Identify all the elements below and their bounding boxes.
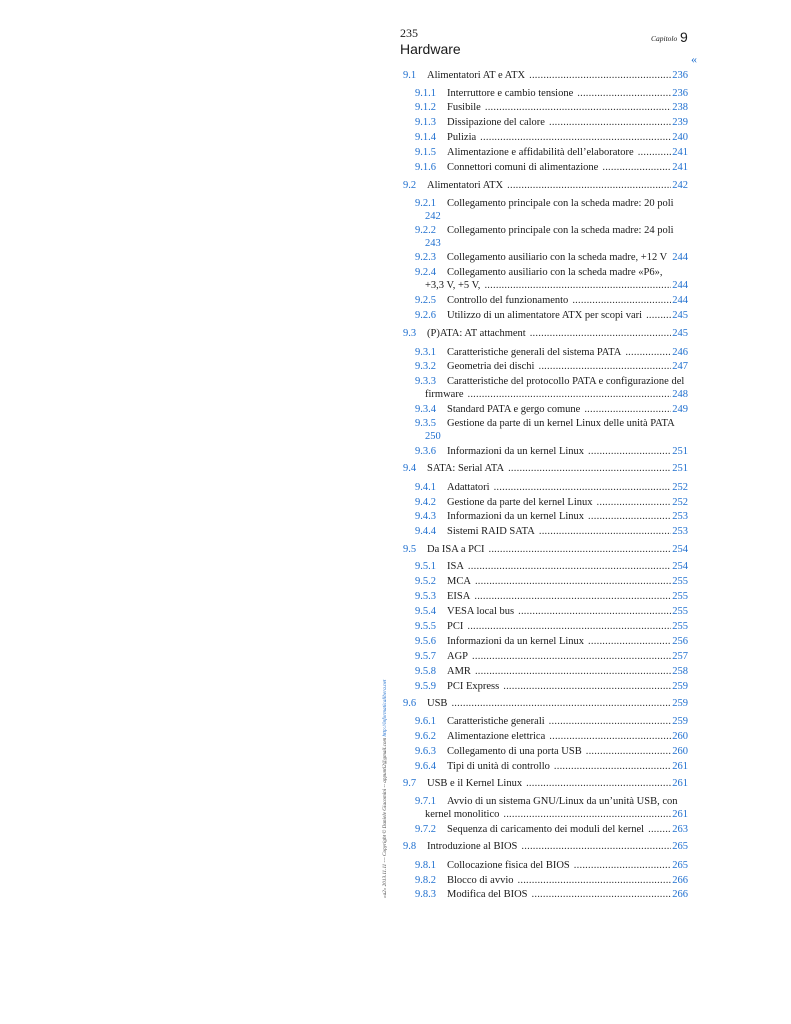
toc-leader-dots <box>518 605 671 618</box>
toc-entry-page[interactable]: 255 <box>672 591 688 602</box>
toc-entry-title: AGP <box>447 651 469 662</box>
toc-entry-title: Connettori comuni di alimentazione <box>447 162 599 173</box>
toc-entry-title: Fusibile <box>447 102 481 113</box>
toc-entry-number[interactable]: 9.1.1 <box>415 88 436 99</box>
toc-leader-dots <box>588 635 671 648</box>
toc-entry-page[interactable]: 245 <box>672 328 688 339</box>
toc-entry-number[interactable]: 9.3.3 <box>415 376 436 387</box>
toc-entry-title: EISA <box>447 591 471 602</box>
toc-subsection[interactable] <box>415 745 688 758</box>
toc-subsection[interactable] <box>415 650 688 663</box>
toc-entry[interactable] <box>415 417 688 443</box>
toc-entry-title: PCI Express <box>447 681 500 692</box>
toc-section[interactable] <box>403 462 688 475</box>
toc-leader-dots <box>586 745 672 758</box>
toc-entry-title: Sistemi RAID SATA <box>447 526 535 537</box>
toc-section[interactable] <box>403 327 688 340</box>
toc-entry-page[interactable]: 253 <box>672 526 688 537</box>
toc-entry-title: ISA <box>447 561 464 572</box>
toc-subsection[interactable] <box>415 730 688 743</box>
toc-entry[interactable] <box>415 266 688 292</box>
toc-subsection[interactable] <box>415 309 688 322</box>
toc-leader-dots <box>588 510 671 523</box>
toc-entry-page[interactable]: 257 <box>672 651 688 662</box>
toc-leader-dots <box>549 715 672 728</box>
toc-entry-title: MCA <box>447 576 471 587</box>
toc-entry-page[interactable]: 263 <box>672 824 688 835</box>
toc-entry-number[interactable]: 9.6.1 <box>415 716 436 727</box>
toc-entry-page[interactable]: 245 <box>672 310 688 321</box>
toc-entry-page[interactable]: 248 <box>672 389 688 400</box>
toc-leader-dots <box>602 161 671 174</box>
toc-entry-number[interactable]: 9.3.5 <box>415 418 436 429</box>
toc-leader-dots <box>451 697 671 710</box>
toc-entry-title: Adattatori <box>447 482 490 493</box>
toc-subsection[interactable] <box>415 715 688 728</box>
toc-entry-title: Dissipazione del calore <box>447 117 545 128</box>
toc-entry-page[interactable]: 260 <box>672 746 688 757</box>
toc-entry-title: Collocazione fisica del BIOS <box>447 860 570 871</box>
toc-section[interactable] <box>403 69 688 82</box>
toc-entry-title: Collegamento ausiliario con la scheda madre «P6», <box>447 267 663 278</box>
toc-entry-number[interactable]: 9.4.1 <box>415 482 436 493</box>
toc-entry-number[interactable]: 9.3 <box>403 328 417 339</box>
toc-leader-dots <box>503 680 671 693</box>
copyright-side-note <box>382 652 388 898</box>
toc-entry-number[interactable]: 9.5.9 <box>415 681 436 692</box>
toc-entry-title: Caratteristiche del protocollo PATA e configurazione del <box>447 376 685 387</box>
toc-entry-title: Standard PATA e gergo comune <box>447 404 581 415</box>
toc-entry-title: VESA local bus <box>447 606 515 617</box>
toc-subsection[interactable] <box>415 665 688 678</box>
toc-leader-dots <box>474 590 671 603</box>
toc-entry-title: USB <box>427 698 448 709</box>
toc-entry-number[interactable]: 9.6.4 <box>415 761 436 772</box>
toc-subsection[interactable] <box>415 510 688 523</box>
toc-entry-number[interactable]: 9.6.3 <box>415 746 436 757</box>
toc-leader-dots <box>638 146 672 159</box>
toc-entry-title: Gestione da parte del kernel Linux <box>447 497 593 508</box>
toc-section[interactable] <box>403 777 688 790</box>
toc-subsection[interactable] <box>415 859 688 872</box>
toc-subsection[interactable] <box>415 575 688 588</box>
toc-entry-title: Utilizzo di un alimentatore ATX per scopi vari <box>447 310 643 321</box>
toc-entry-title: Alimentazione elettrica <box>447 731 546 742</box>
toc-entry-number[interactable]: 9.8.1 <box>415 860 436 871</box>
toc-subsection[interactable] <box>415 605 688 618</box>
toc-leader-dots <box>549 730 671 743</box>
toc-leader-dots <box>475 665 671 678</box>
toc-entry[interactable] <box>415 197 688 223</box>
toc-entry-title: USB e il Kernel Linux <box>427 778 523 789</box>
toc-entry-page[interactable]: 238 <box>672 102 688 113</box>
toc-leader-dots <box>529 69 671 82</box>
toc-entry-title: Blocco di avvio <box>447 875 514 886</box>
chapter-title: Hardware <box>400 41 461 57</box>
toc-entry-page[interactable]: 255 <box>672 606 688 617</box>
toc-subsection[interactable] <box>415 481 688 494</box>
toc-subsection[interactable] <box>415 403 688 416</box>
toc-entry-page[interactable]: 236 <box>672 88 688 99</box>
toc-entry-title: PCI <box>447 621 464 632</box>
toc-leader-dots <box>577 87 671 100</box>
toc-entry-number[interactable]: 9.1.6 <box>415 162 436 173</box>
toc-entry-page[interactable]: 239 <box>672 117 688 128</box>
toc-subsection[interactable] <box>415 161 688 174</box>
back-link[interactable]: « <box>691 52 697 66</box>
toc-entry-number[interactable]: 9.4.3 <box>415 511 436 522</box>
toc-subsection[interactable] <box>415 680 688 693</box>
toc-entry-number[interactable]: 9.6.2 <box>415 731 436 742</box>
toc-subsection[interactable] <box>415 116 688 129</box>
toc-entry-title: Gestione da parte di un kernel Linux delle unità PATA <box>447 418 675 429</box>
toc-leader-dots <box>588 445 671 458</box>
toc-entry-number[interactable]: 9.1 <box>403 70 417 81</box>
toc-section[interactable] <box>403 697 688 710</box>
toc-entry-number[interactable]: 9.4 <box>403 463 417 474</box>
toc-subsection[interactable] <box>415 445 688 458</box>
toc-subsection[interactable] <box>415 888 688 901</box>
toc-entry-title: Collegamento principale con la scheda madre: 20 poli <box>447 198 674 209</box>
copyright-text: «a2» 2013.11.11 --- Copyright © Daniele Giacomini -- appunti2@gmail.com <box>382 736 388 898</box>
toc-entry-title: Da ISA a PCI <box>427 544 485 555</box>
toc-entry-number[interactable]: 9.5.7 <box>415 651 436 662</box>
toc-entry-page[interactable]: 242 <box>672 180 688 191</box>
toc-entry-page[interactable]: 244 <box>672 280 688 291</box>
toc-entry-page[interactable]: 256 <box>672 636 688 647</box>
toc-subsection[interactable] <box>415 635 688 648</box>
toc-entry-page[interactable]: 265 <box>672 860 688 871</box>
toc-subsection[interactable] <box>415 346 688 359</box>
toc-entry-number[interactable]: 9.8.3 <box>415 889 436 900</box>
toc-leader-dots <box>488 543 671 556</box>
toc-entry-number[interactable]: 9.3.4 <box>415 404 436 415</box>
toc-leader-dots <box>539 525 671 538</box>
toc-entry-page[interactable]: 244 <box>672 252 688 263</box>
toc-leader-dots <box>494 481 672 494</box>
toc-entry-page[interactable]: 261 <box>672 761 688 772</box>
toc-entry-title-continued: +3,3 V, +5 V, <box>425 280 481 291</box>
toc-entry[interactable] <box>415 795 688 821</box>
toc-entry-page[interactable]: 247 <box>672 361 688 372</box>
toc-subsection[interactable] <box>415 620 688 633</box>
toc-leader-dots <box>538 360 671 373</box>
toc-leader-dots <box>648 823 671 836</box>
toc-subsection[interactable] <box>415 251 688 264</box>
toc-entry-title: Modifica del BIOS <box>447 889 528 900</box>
toc-entry-title-continued: firmware <box>425 389 464 400</box>
toc-leader-dots <box>526 777 671 790</box>
toc-entry-page[interactable]: 265 <box>672 841 688 852</box>
toc-entry-title: Informazioni da un kernel Linux <box>447 636 585 647</box>
toc-entry-page[interactable]: 258 <box>672 666 688 677</box>
toc-entry-number[interactable]: 9.5.8 <box>415 666 436 677</box>
toc-entry-page[interactable]: 252 <box>672 497 688 508</box>
website-link[interactable]: http://informaticalibera.net <box>382 679 388 737</box>
toc-entry-number[interactable]: 9.2.2 <box>415 225 436 236</box>
toc-subsection[interactable] <box>415 146 688 159</box>
toc-entry-number[interactable]: 9.5.4 <box>415 606 436 617</box>
toc-entry-page[interactable]: 249 <box>672 404 688 415</box>
toc-entry-number[interactable]: 9.5.2 <box>415 576 436 587</box>
toc-entry-title: Informazioni da un kernel Linux <box>447 511 585 522</box>
toc-entry-title: Sequenza di caricamento dei moduli del kernel <box>447 824 645 835</box>
toc-leader-dots <box>597 496 672 509</box>
toc-entry-number[interactable]: 9.3.2 <box>415 361 436 372</box>
chapter-label: Capitolo <box>651 34 678 43</box>
toc-entry-title-continued: kernel monolitico <box>425 809 500 820</box>
toc-entry[interactable] <box>415 224 688 250</box>
toc-leader-dots <box>507 179 671 192</box>
toc-entry-number[interactable]: 9.5.6 <box>415 636 436 647</box>
toc-entry-title: Alimentatori ATX <box>427 180 504 191</box>
chapter-number: 9 <box>680 29 688 45</box>
toc-entry-number[interactable]: 9.2.5 <box>415 295 436 306</box>
toc-entry[interactable] <box>415 375 688 401</box>
toc-entry-number[interactable]: 9.5.3 <box>415 591 436 602</box>
toc-leader-dots <box>554 760 671 773</box>
toc-leader-dots <box>467 620 671 633</box>
toc-entry-title: Avvio di un sistema GNU/Linux da un’unità USB, con <box>447 796 678 807</box>
toc-leader-dots <box>532 888 672 901</box>
toc-entry-page[interactable]: 252 <box>672 482 688 493</box>
toc-leader-dots <box>472 650 671 663</box>
toc-entry-title: Collegamento principale con la scheda madre: 24 poli <box>447 225 674 236</box>
toc-subsection[interactable] <box>415 294 688 307</box>
toc-leader-dots <box>503 808 671 821</box>
toc-section[interactable] <box>403 179 688 192</box>
toc-entry-page[interactable]: 259 <box>672 716 688 727</box>
toc-leader-dots <box>646 309 671 322</box>
toc-entry-number[interactable]: 9.2.4 <box>415 267 436 278</box>
toc-entry-page[interactable]: 266 <box>672 889 688 900</box>
toc-leader-dots <box>485 101 671 114</box>
toc-leader-dots <box>574 859 671 872</box>
toc-entry-title: Caratteristiche generali <box>447 716 545 727</box>
toc-entry-page[interactable]: 259 <box>672 698 688 709</box>
toc-entry-number[interactable]: 9.2.1 <box>415 198 436 209</box>
toc-entry-page[interactable]: 253 <box>672 511 688 522</box>
toc-entry-number[interactable]: 9.2.3 <box>415 252 436 263</box>
toc-entry-page[interactable]: 244 <box>672 295 688 306</box>
toc-entry-number[interactable]: 9.2.6 <box>415 310 436 321</box>
toc-entry-title: Tipi di unità di controllo <box>447 761 550 772</box>
toc-entry-title: Controllo del funzionamento <box>447 295 569 306</box>
toc-entry-number[interactable]: 9.7.2 <box>415 824 436 835</box>
toc-leader-dots <box>484 279 671 292</box>
toc-entry-page[interactable]: 241 <box>672 147 688 158</box>
toc-leader-dots <box>584 403 671 416</box>
toc-entry-title: Informazioni da un kernel Linux <box>447 446 585 457</box>
toc-entry-title: AMR <box>447 666 471 677</box>
toc-section[interactable] <box>403 543 688 556</box>
toc-entry-page[interactable]: 266 <box>672 875 688 886</box>
toc-entry-title: Pulizia <box>447 132 477 143</box>
toc-leader-dots <box>549 116 671 129</box>
toc-entry-number[interactable]: 9.6 <box>403 698 417 709</box>
toc-entry-page[interactable]: 261 <box>672 809 688 820</box>
toc-subsection[interactable] <box>415 360 688 373</box>
toc-entry-page[interactable]: 236 <box>672 70 688 81</box>
toc-subsection[interactable] <box>415 101 688 114</box>
toc-entry-number[interactable]: 9.2 <box>403 180 417 191</box>
toc-entry-page[interactable]: 246 <box>672 347 688 358</box>
toc-leader-dots <box>468 560 671 573</box>
toc-subsection[interactable] <box>415 760 688 773</box>
toc-entry-title: Introduzione al BIOS <box>427 841 518 852</box>
toc-entry-page[interactable]: 255 <box>672 576 688 587</box>
toc-entry-page[interactable]: 255 <box>672 621 688 632</box>
toc-entry-number[interactable]: 9.1.3 <box>415 117 436 128</box>
toc-entry-title: (P)ATA: AT attachment <box>427 328 526 339</box>
toc-entry-number[interactable]: 9.3.1 <box>415 347 436 358</box>
toc-entry-page[interactable]: 254 <box>672 561 688 572</box>
toc-entry-number[interactable]: 9.3.6 <box>415 446 436 457</box>
toc-entry-number[interactable]: 9.5 <box>403 544 417 555</box>
toc-leader-dots <box>530 327 672 340</box>
toc-entry-number[interactable]: 9.4.4 <box>415 526 436 537</box>
toc-subsection[interactable] <box>415 590 688 603</box>
toc-subsection[interactable] <box>415 560 688 573</box>
toc-leader-dots <box>480 131 671 144</box>
toc-subsection[interactable] <box>415 823 688 836</box>
page-number: 235 <box>400 26 418 40</box>
toc-leader-dots <box>518 874 672 887</box>
toc-entry-number[interactable]: 9.1.4 <box>415 132 436 143</box>
toc-entry-number[interactable]: 9.4.2 <box>415 497 436 508</box>
toc-entry-title: Alimentazione e affidabilità dell’elaboratore <box>447 147 634 158</box>
toc-entry-page[interactable]: 260 <box>672 731 688 742</box>
toc-subsection[interactable] <box>415 87 688 100</box>
toc-entry-page[interactable]: 251 <box>672 463 688 474</box>
toc-leader-dots <box>625 346 671 359</box>
toc-entry-title: Collegamento ausiliario con la scheda madre, +12 V <box>446 252 668 263</box>
toc-entry-title: Caratteristiche generali del sistema PATA <box>447 347 622 358</box>
toc-entry-number[interactable]: 9.8.2 <box>415 875 436 886</box>
toc-entry-title: Interruttore e cambio tensione <box>447 88 574 99</box>
toc-entry-title: Collegamento di una porta USB <box>447 746 582 757</box>
toc-leader-dots <box>508 462 671 475</box>
toc-entry-number[interactable]: 9.7 <box>403 778 417 789</box>
toc-leader-dots <box>475 575 671 588</box>
toc-entry-page[interactable]: 243 <box>425 238 441 249</box>
toc-entry-title: SATA: Serial ATA <box>427 463 505 474</box>
toc-entry-title: Alimentatori AT e ATX <box>427 70 526 81</box>
toc-entry-page[interactable]: 259 <box>672 681 688 692</box>
toc-entry-page[interactable]: 254 <box>672 544 688 555</box>
toc-entry-page[interactable]: 261 <box>672 778 688 789</box>
toc-entry-page[interactable]: 240 <box>672 132 688 143</box>
toc-leader-dots <box>572 294 671 307</box>
toc-subsection[interactable] <box>415 131 688 144</box>
toc-entry-number[interactable]: 9.1.5 <box>415 147 436 158</box>
toc-entry-number[interactable]: 9.8 <box>403 841 417 852</box>
toc-entry-page[interactable]: 250 <box>425 431 441 442</box>
toc-section[interactable] <box>403 840 688 853</box>
toc-entry-page[interactable]: 242 <box>425 211 441 222</box>
toc-entry-page[interactable]: 251 <box>672 446 688 457</box>
toc-entry-number[interactable]: 9.1.2 <box>415 102 436 113</box>
toc-subsection[interactable] <box>415 874 688 887</box>
toc-entry-title: Geometria dei dischi <box>447 361 535 372</box>
toc-subsection[interactable] <box>415 496 688 509</box>
toc-leader-dots <box>467 388 671 401</box>
toc-entry-number[interactable]: 9.5.5 <box>415 621 436 632</box>
toc-entry-number[interactable]: 9.5.1 <box>415 561 436 572</box>
toc-leader-dots <box>521 840 671 853</box>
toc-subsection[interactable] <box>415 525 688 538</box>
toc-entry-page[interactable]: 241 <box>672 162 688 173</box>
toc-entry-number[interactable]: 9.7.1 <box>415 796 436 807</box>
